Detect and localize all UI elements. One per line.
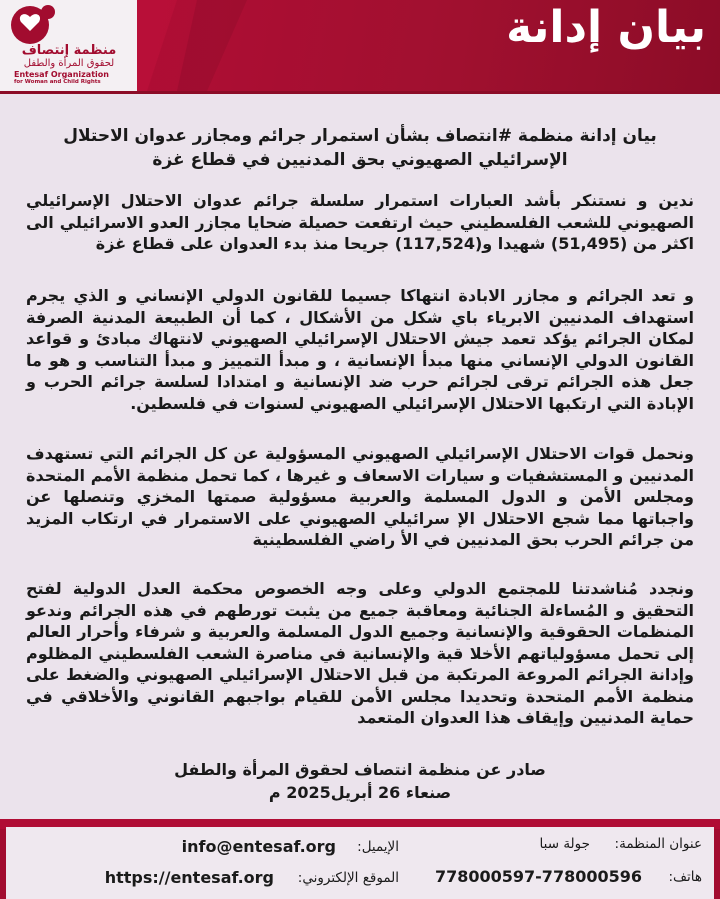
logo — [0, 0, 137, 91]
logo-emblem-icon — [8, 3, 58, 45]
logo-english-name: Entesaf Organization — [14, 70, 109, 79]
paragraph-1: ندين و نستنكر بأشد العبارات استمرار سلسلة جرائم عدوان الاحتلال الإسرائيلي الصهيوني للشعب الفلسطيني حيث ارتفعت حصيلة ضحايا مجازر العدو الاسرائيلي الى اكثر من (51,495) شهيدا و(117,524) جريحا منذ بدء العدوان على قطاع غزة — [26, 191, 694, 253]
issuer-block — [140, 758, 580, 804]
document-title: بيان إدانة منظمة #انتصاف بشأن استمرار جرائم ومجازر عدوان الاحتلال الإسرائيلي الصهيوني بحق المدنيين في قطاع غزة — [63, 126, 657, 170]
logo-arabic-name: منظمة إنتصاف — [21, 43, 117, 58]
phone-value: 778000597-778000596 — [434, 867, 642, 886]
header-divider — [0, 91, 720, 94]
issue-date: صنعاء 26 أبريل2025 م — [268, 783, 452, 802]
website-link[interactable]: https://entesaf.org — [104, 868, 274, 887]
issuer-name: صادر عن منظمة انتصاف لحقوق المرأة والطفل — [174, 760, 546, 779]
email-label: الإيميل: — [357, 839, 399, 855]
address-label: عنوان المنظمة: — [614, 836, 702, 852]
paragraph-2: و تعد الجرائم و مجازر الابادة انتهاكا جسيما للقانون الدولي الإنساني و الذي يجرم استهداف المدنيين الابرياء باي شكل من الأشكال ، كما أن الطبيعة المدنية الصرفة لمكان الجرائم يؤكد تعمد جيش الاحتلال الإسرائيلي الصهيوني لانتهاك مبادئ و قواعد القانون الدولي الإنساني منها مبدأ الإنسانية ، و مبدأ التمييز و مبدأ التناسب و هو ما جعل هذه الجرائم ترقى لجرائم حرب ضد الإنسانية و امتدادا لسلسة جرائم الحرب و الإبادة التي ارتكبها الاحتلال الإسرائيلي الصهيوني لسنوات في فلسطين. — [26, 286, 694, 413]
phone-label: هاتف: — [668, 869, 702, 885]
logo-english-sub: for Woman and Child Rights — [14, 79, 101, 85]
banner-title: بيان إدانة — [506, 2, 706, 53]
paragraph-4: ونجدد مُناشدتنا للمجتمع الدولي وعلى وجه الخصوص محكمة العدل الدولية لفتح التحقيق و المُساءلة الجنائية ومعاقبة جميع من يثبت تورطهم في هذه الجرائم وندعو المنظمات الحقوقية والإنسانية وجميع الدول المسلمة والعربية و شرفاء وأحرار العالم إلى تحمل مسؤولياتهم الأخلا قية والإنسانية في مناصرة الشعب الفلسطيني المظلوم وإدانة الجرائم المروعة المرتكبة من قبل الاحتلال الإسرائيلي الصهيوني والضغط على منظمة الأمم المتحدة وتحديدا مجلس الأمن للقيام بواجبهم القانوني والأخلاقي في حماية المدنيين وإيقاف هذا العدوان المتعمد — [26, 579, 694, 727]
logo-arabic-sub: لحقوق المرأة والطفل — [23, 58, 115, 69]
website-label: الموقع الإلكتروني: — [297, 870, 399, 886]
paragraph-3: ونحمل قوات الاحتلال الإسرائيلي الصهيوني المسؤولية عن كل الجرائم التي تستهدف المدنيين و المستشفيات و سيارات الاسعاف و غيرها ، كما تحمل منظمة الأمم المتحدة ومجلس الأمن و الدول المسلمة والعربية مسؤولية صمتها المخزي وتنصلها عن واجباتها مما شجع الاحتلال الإ سرائيلي الصهيوني على الاستمرار في ارتكاب المزيد من جرائم الحرب بحق المدنيين في الأ راضي الفلسطينية — [26, 444, 694, 549]
address-value: جولة سبا — [539, 836, 590, 852]
email-link[interactable]: info@entesaf.org — [181, 837, 336, 856]
footer — [6, 827, 714, 899]
